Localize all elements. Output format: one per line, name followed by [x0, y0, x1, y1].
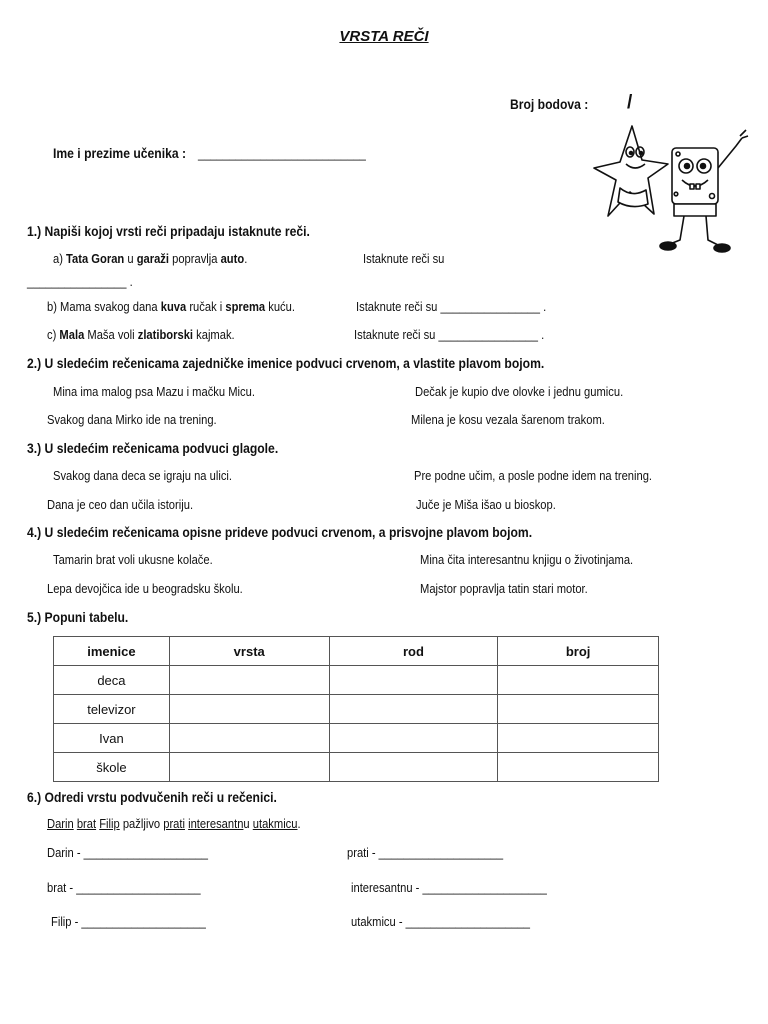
- q1a-sentence: a) Tata Goran u garaži popravlja auto.: [53, 251, 248, 266]
- student-name-label: Ime i prezime učenika :: [53, 146, 187, 161]
- noun-cell: deca: [54, 666, 170, 695]
- table-row: [54, 724, 659, 753]
- q4-sentence: Mina čita interesantnu knjigu o životinjama.: [420, 552, 634, 567]
- answer-field-brat[interactable]: brat - ____________________: [47, 880, 201, 895]
- q2-heading: 2.) U sledećim rečenicama zajedničke imenice podvuci crvenom, a vlastite plavom bojom.: [27, 356, 545, 371]
- q2-sentence: Svakog dana Mirko ide na trening.: [47, 412, 217, 427]
- q4-sentence: Majstor popravlja tatin stari motor.: [420, 581, 588, 596]
- answer-field-darin[interactable]: Darin - ____________________: [47, 845, 209, 860]
- q2-sentence: Milena je kosu vezala šarenom trakom.: [411, 412, 605, 427]
- q3-sentence: Pre podne učim, a posle podne idem na trening.: [414, 468, 653, 483]
- q4-heading: 4.) U sledećim rečenicama opisne prideve podvuci crvenom, a prisvojne plavom bojom.: [27, 525, 533, 540]
- cartoon-illustration: [590, 118, 750, 260]
- answer-cell[interactable]: [169, 695, 329, 724]
- table-row: [54, 666, 659, 695]
- answer-field-interesantnu[interactable]: interesantnu - ____________________: [351, 880, 547, 895]
- student-name-field[interactable]: ___________________________: [198, 146, 366, 161]
- q6-sentence: Darin brat Filip pažljivo prati interesantnu utakmicu.: [47, 816, 301, 831]
- answer-cell[interactable]: [329, 753, 498, 782]
- noun-cell: škole: [54, 753, 170, 782]
- answer-cell[interactable]: [498, 753, 659, 782]
- table-header-cell: imenice: [54, 637, 170, 666]
- q1c-sentence: c) Mala Maša voli zlatiborski kajmak.: [47, 327, 235, 342]
- page-title: VRSTA REČI: [339, 28, 429, 45]
- answer-cell[interactable]: [329, 666, 498, 695]
- table-header-cell: broj: [498, 637, 659, 666]
- answer-cell[interactable]: [329, 695, 498, 724]
- table-header-row: [54, 637, 659, 666]
- answer-cell[interactable]: [169, 724, 329, 753]
- answer-field-filip[interactable]: Filip - ____________________: [51, 914, 206, 929]
- answer-cell[interactable]: [498, 666, 659, 695]
- answer-cell[interactable]: [329, 724, 498, 753]
- q5-heading: 5.) Popuni tabelu.: [27, 610, 129, 625]
- q4-sentence: Lepa devojčica ide u beogradsku školu.: [47, 581, 243, 596]
- score-slash: /: [627, 92, 633, 113]
- q3-sentence: Svakog dana deca se igraju na ulici.: [53, 468, 233, 483]
- table-row: [54, 695, 659, 724]
- answer-cell[interactable]: [498, 724, 659, 753]
- answer-cell[interactable]: [169, 753, 329, 782]
- q1b-answer-field[interactable]: Istaknute reči su ________________ .: [356, 299, 547, 314]
- table-header-cell: vrsta: [169, 637, 329, 666]
- q1-heading: 1.) Napiši kojoj vrsti reči pripadaju istaknute reči.: [27, 224, 310, 239]
- answer-cell[interactable]: [169, 666, 329, 695]
- q3-heading: 3.) U sledećim rečenicama podvuci glagole.: [27, 441, 279, 456]
- answer-cell[interactable]: [498, 695, 659, 724]
- q1a-answer-label: Istaknute reči su: [363, 251, 445, 266]
- q3-sentence: Dana je ceo dan učila istoriju.: [47, 497, 194, 512]
- noun-cell: televizor: [54, 695, 170, 724]
- answer-field-utakmicu[interactable]: utakmicu - ____________________: [351, 914, 531, 929]
- q1c-answer-field[interactable]: Istaknute reči su ________________ .: [354, 327, 545, 342]
- noun-cell: Ivan: [54, 724, 170, 753]
- answer-field-prati[interactable]: prati - ____________________: [347, 845, 504, 860]
- q1b-sentence: b) Mama svakog dana kuva ručak i sprema kuću.: [47, 299, 295, 314]
- q2-sentence: Dečak je kupio dve olovke i jednu gumicu.: [415, 384, 624, 399]
- q1a-answer-field[interactable]: ________________ .: [27, 274, 133, 289]
- q3-sentence: Juče je Miša išao u bioskop.: [416, 497, 556, 512]
- q2-sentence: Mina ima malog psa Mazu i mačku Micu.: [53, 384, 255, 399]
- table-header-cell: rod: [329, 637, 498, 666]
- score-label: Broj bodova :: [510, 97, 589, 112]
- q6-heading: 6.) Odredi vrstu podvučenih reči u rečenici.: [27, 790, 277, 805]
- nouns-table: [53, 636, 659, 782]
- table-row: [54, 753, 659, 782]
- q4-sentence: Tamarin brat voli ukusne kolače.: [53, 552, 213, 567]
